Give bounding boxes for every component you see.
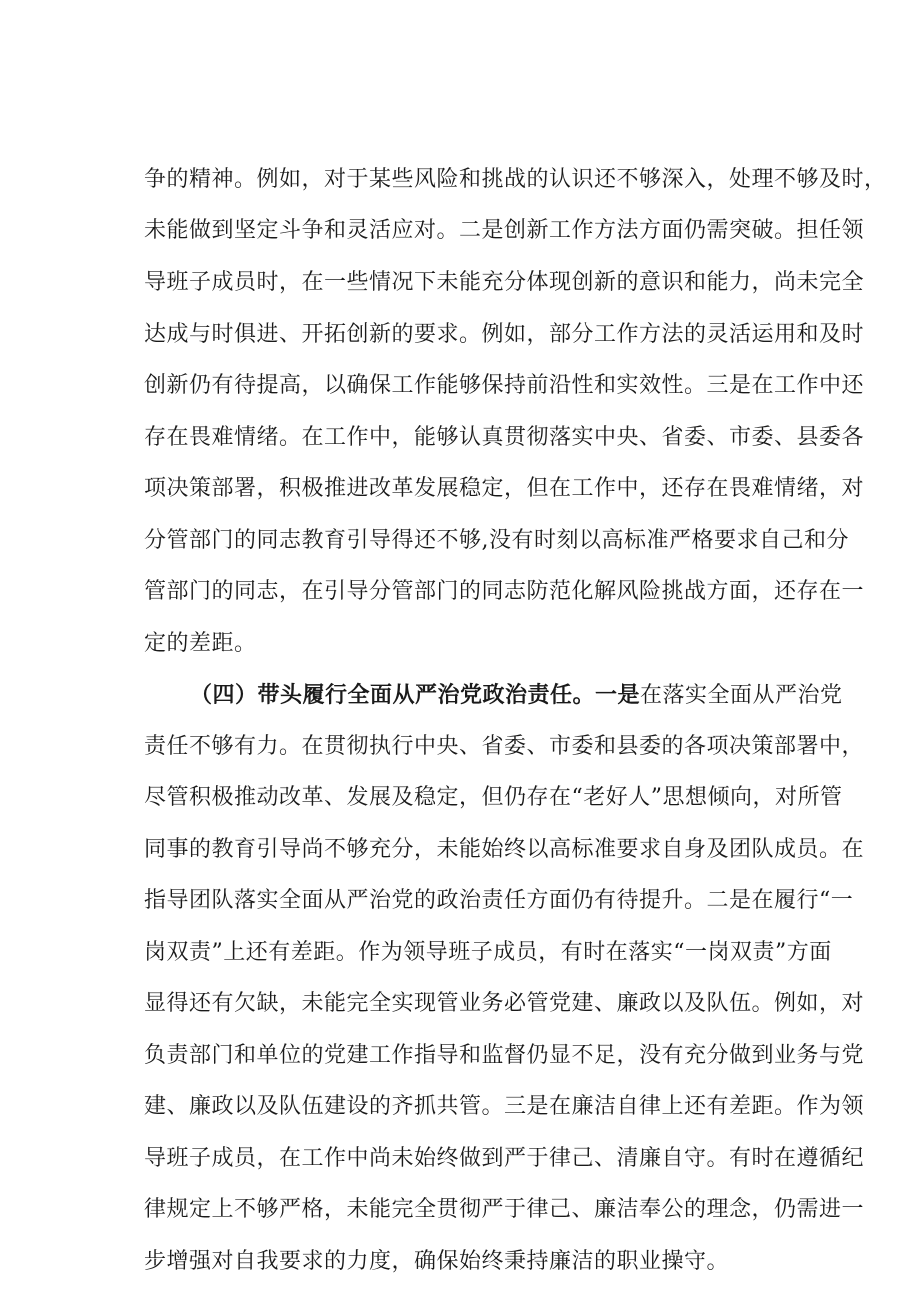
paragraph-line: 步增强对自我要求的力度，确保始终秉持廉洁的职业操守。 xyxy=(144,1249,730,1274)
paragraph-line: 创新仍有待提高，以确保工作能够保持前沿性和实效性。三是在工作中还 xyxy=(144,373,865,398)
paragraph-line: 同事的教育引导尚不够充分，未能始终以高标准要求自身及团队成员。在 xyxy=(144,837,865,862)
paragraph-line: 导班子成员时，在一些情况下未能充分体现创新的意识和能力，尚未完全 xyxy=(144,270,865,295)
paragraph-line: 建、廉政以及队伍建设的齐抓共管。三是在廉洁自律上还有差距。作为领 xyxy=(144,1094,865,1119)
section-heading: （四）带头履行全面从严治党政治责任。 xyxy=(190,682,596,708)
paragraph-line: 导班子成员，在工作中尚未始终做到严于律己、清廉自守。有时在遵循纪 xyxy=(144,1146,865,1171)
paragraph-line: 负责部门和单位的党建工作指导和监督仍显不足，没有充分做到业务与党 xyxy=(144,1043,865,1068)
paragraph-line: 责任不够有力。在贯彻执行中央、省委、市委和县委的各项决策部署中， xyxy=(144,734,865,759)
paragraph-line: 分管部门的同志教育引导得还不够,没有时刻以高标准严格要求自己和分 xyxy=(144,528,849,553)
paragraph-line: 指导团队落实全面从严治党的政治责任方面仍有待提升。二是在履行“一 xyxy=(144,888,854,913)
paragraph-line: 达成与时俱进、开拓创新的要求。例如，部分工作方法的灵活运用和及时 xyxy=(144,322,865,347)
section-heading-line xyxy=(190,673,843,717)
paragraph-line: 管部门的同志，在引导分管部门的同志防范化解风险挑战方面，还存在一 xyxy=(144,579,865,604)
paragraph-line: 尽管积极推动改革、发展及稳定，但仍存在“老好人”思想倾向，对所管 xyxy=(144,785,843,810)
paragraph-line: 显得还有欠缺，未能完全实现管业务必管党建、廉政以及队伍。例如，对 xyxy=(144,991,865,1016)
lead-item-marker: 一是 xyxy=(595,682,641,708)
paragraph-line: 项决策部署，积极推进改革发展稳定，但在工作中，还存在畏难情绪，对 xyxy=(144,476,865,501)
paragraph-line: 定的差距。 xyxy=(144,631,257,656)
first-line-text: 在落实全面从严治党 xyxy=(640,683,843,708)
paragraph-line: 岗双责”上还有差距。作为领导班子成员，有时在落实“一岗双责”方面 xyxy=(144,940,832,965)
paragraph-line: 律规定上不够严格，未能完全贯彻严于律己、廉洁奉公的理念，仍需进一 xyxy=(144,1197,865,1222)
paragraph-line: 存在畏难情绪。在工作中，能够认真贯彻落实中央、省委、市委、县委各 xyxy=(144,425,865,450)
paragraph-line: 争的精神。例如，对于某些风险和挑战的认识还不够深入，处理不够及时， xyxy=(144,167,887,192)
paragraph-line: 未能做到坚定斗争和灵活应对。二是创新工作方法方面仍需突破。担任领 xyxy=(144,218,865,243)
